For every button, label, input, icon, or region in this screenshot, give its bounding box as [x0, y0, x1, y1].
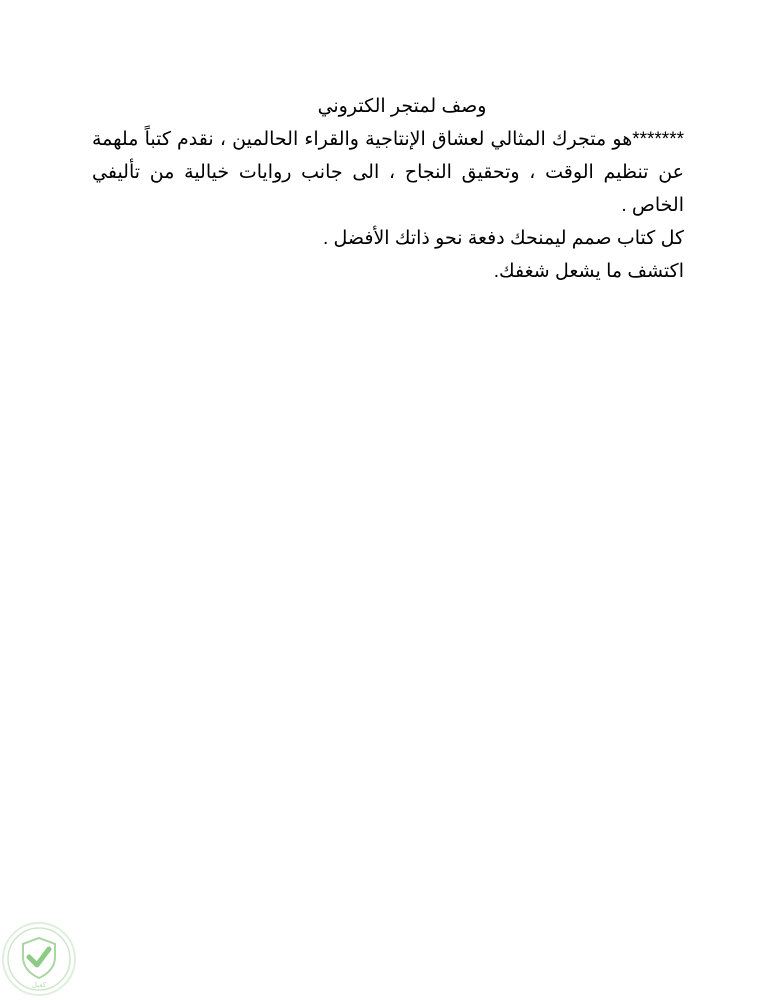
document-body	[92, 90, 684, 288]
paragraph-intro: *******هو متجرك المثالي لعشاق الإنتاجية والقراء الحالمين ، نقدم كتباً ملهمة عن تنظيم الوقت ، وتحقيق النجاح ، الى جانب روايات خيالية من تأليفي الخاص .	[92, 129, 684, 216]
shield-check-icon	[1, 921, 77, 997]
paragraph-discover: اكتشف ما يشعل شغفك.	[493, 261, 684, 282]
document-title: وصف لمتجر الكتروني	[317, 96, 487, 117]
paragraph-book-promise: كل كتاب صمم ليمنحك دفعة نحو ذاتك الأفضل .	[322, 228, 684, 249]
watermark-label: كفيل	[31, 981, 47, 989]
watermark-logo	[1, 921, 77, 997]
